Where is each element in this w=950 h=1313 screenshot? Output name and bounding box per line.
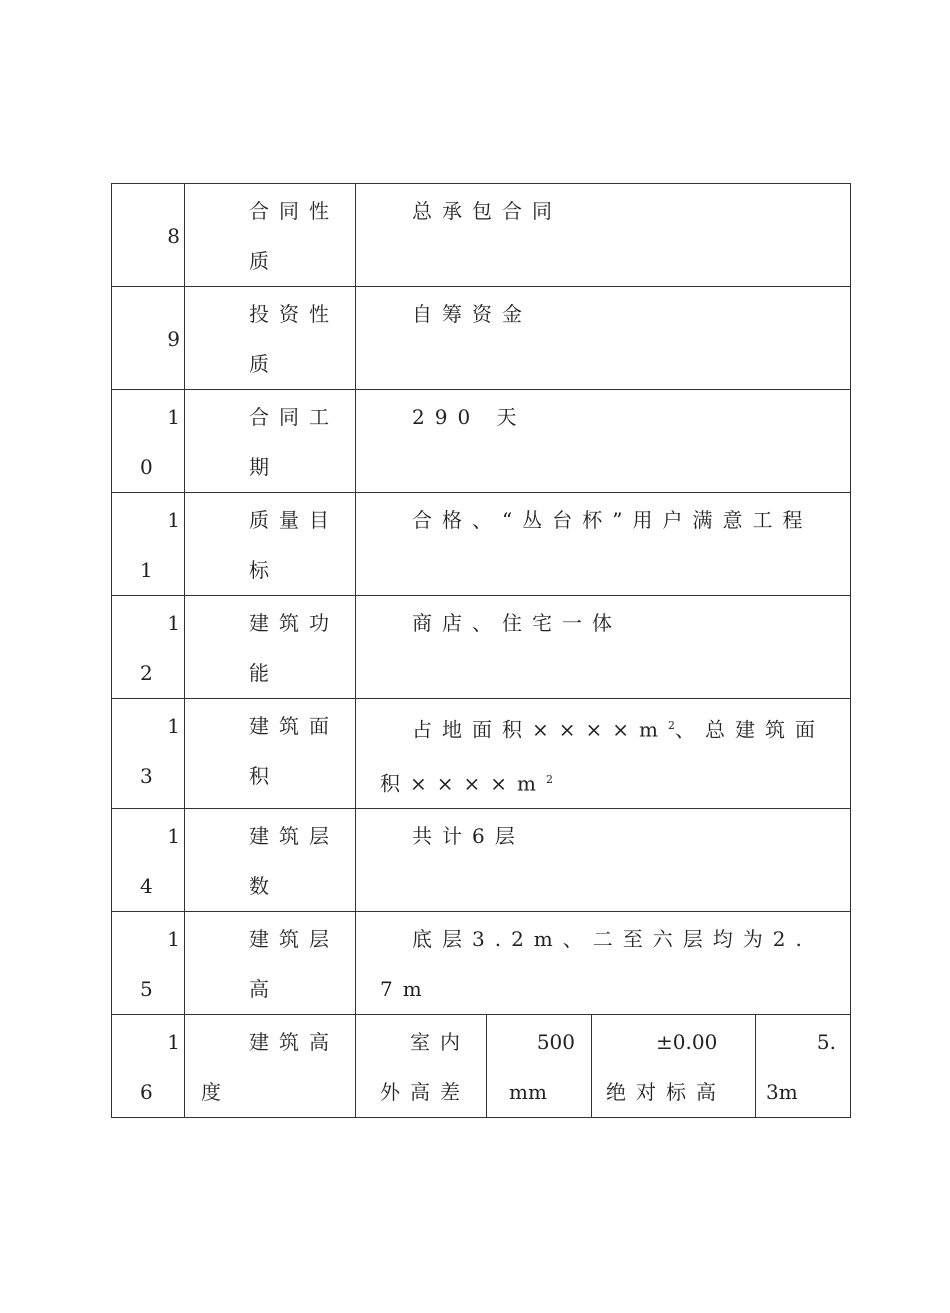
row-value: 290 天 (356, 390, 851, 493)
table-row (112, 390, 851, 493)
absolute-elevation-label: ±0.00 绝对标高 (592, 1015, 756, 1118)
row-number-digit-1: 1 (167, 824, 180, 849)
table-row (112, 699, 851, 809)
table-row (112, 1015, 851, 1118)
row-number-digit-1: 1 (167, 611, 180, 635)
row-value: 自筹资金 (356, 287, 851, 390)
row-number-cell (112, 390, 185, 493)
row-value-part-a: 占地面积××××m (412, 717, 668, 742)
row-number: 9 (167, 327, 180, 351)
row-value: 共计6层 (356, 809, 851, 912)
row-label (185, 1015, 356, 1118)
row-number-digit-2: 6 (140, 1080, 153, 1105)
row-value: 合格、“丛台杯”用户满意工程 (356, 493, 851, 596)
row-value: 商店、住宅一体 (356, 596, 851, 699)
row-number-cell (112, 699, 185, 809)
row-label: 合同工期 (185, 390, 356, 493)
row-number: 8 (167, 224, 180, 248)
row-label: 投资性质 (185, 287, 356, 390)
row-label: 建筑层高 (185, 912, 356, 1015)
row-number-cell (112, 912, 185, 1015)
row-value: 底层3.2m、二至六层均为2.7m (356, 912, 851, 1015)
indoor-outdoor-diff-label: 室内 外高差 (356, 1015, 487, 1118)
row-number-cell (112, 184, 185, 287)
row-number-cell (112, 1015, 185, 1118)
project-info-table (111, 183, 851, 1118)
row-number-cell (112, 493, 185, 596)
table-row (112, 809, 851, 912)
row-value-part-b: 、总建筑面积××××m (380, 717, 825, 796)
table-row (112, 912, 851, 1015)
row-label-line-2: 度 (201, 1080, 231, 1105)
row-label: 合同性质 (185, 184, 356, 287)
row-label-line-1: 建筑高 (249, 1030, 339, 1055)
row-number-digit-2: 1 (140, 558, 153, 582)
row-number-digit-1: 1 (167, 714, 180, 738)
row-number-digit-1: 1 (167, 927, 180, 952)
table-row (112, 493, 851, 596)
row-number-digit-1: 1 (167, 405, 180, 429)
superscript: 2 (668, 719, 675, 732)
row-number-digit-2: 3 (140, 764, 153, 788)
row-number-cell (112, 287, 185, 390)
table-row (112, 287, 851, 390)
row-label: 建筑层数 (185, 809, 356, 912)
absolute-elevation-value: 5. 3m (756, 1015, 851, 1118)
row-number-digit-1: 1 (167, 1030, 180, 1055)
table-row (112, 184, 851, 287)
row-number-cell (112, 596, 185, 699)
indoor-outdoor-diff-value: 500 mm (487, 1015, 592, 1118)
table-row (112, 596, 851, 699)
row-number-cell (112, 809, 185, 912)
row-number-digit-1: 1 (167, 508, 180, 532)
row-number-digit-2: 5 (140, 977, 153, 1002)
row-label: 建筑功能 (185, 596, 356, 699)
row-number-digit-2: 0 (140, 455, 153, 479)
row-number-digit-2: 4 (140, 874, 153, 899)
row-number-digit-2: 2 (140, 661, 153, 685)
row-value: 总承包合同 (356, 184, 851, 287)
row-value (356, 699, 851, 809)
row-label: 建筑面积 (185, 699, 356, 809)
superscript: 2 (546, 772, 553, 786)
row-label: 质量目标 (185, 493, 356, 596)
